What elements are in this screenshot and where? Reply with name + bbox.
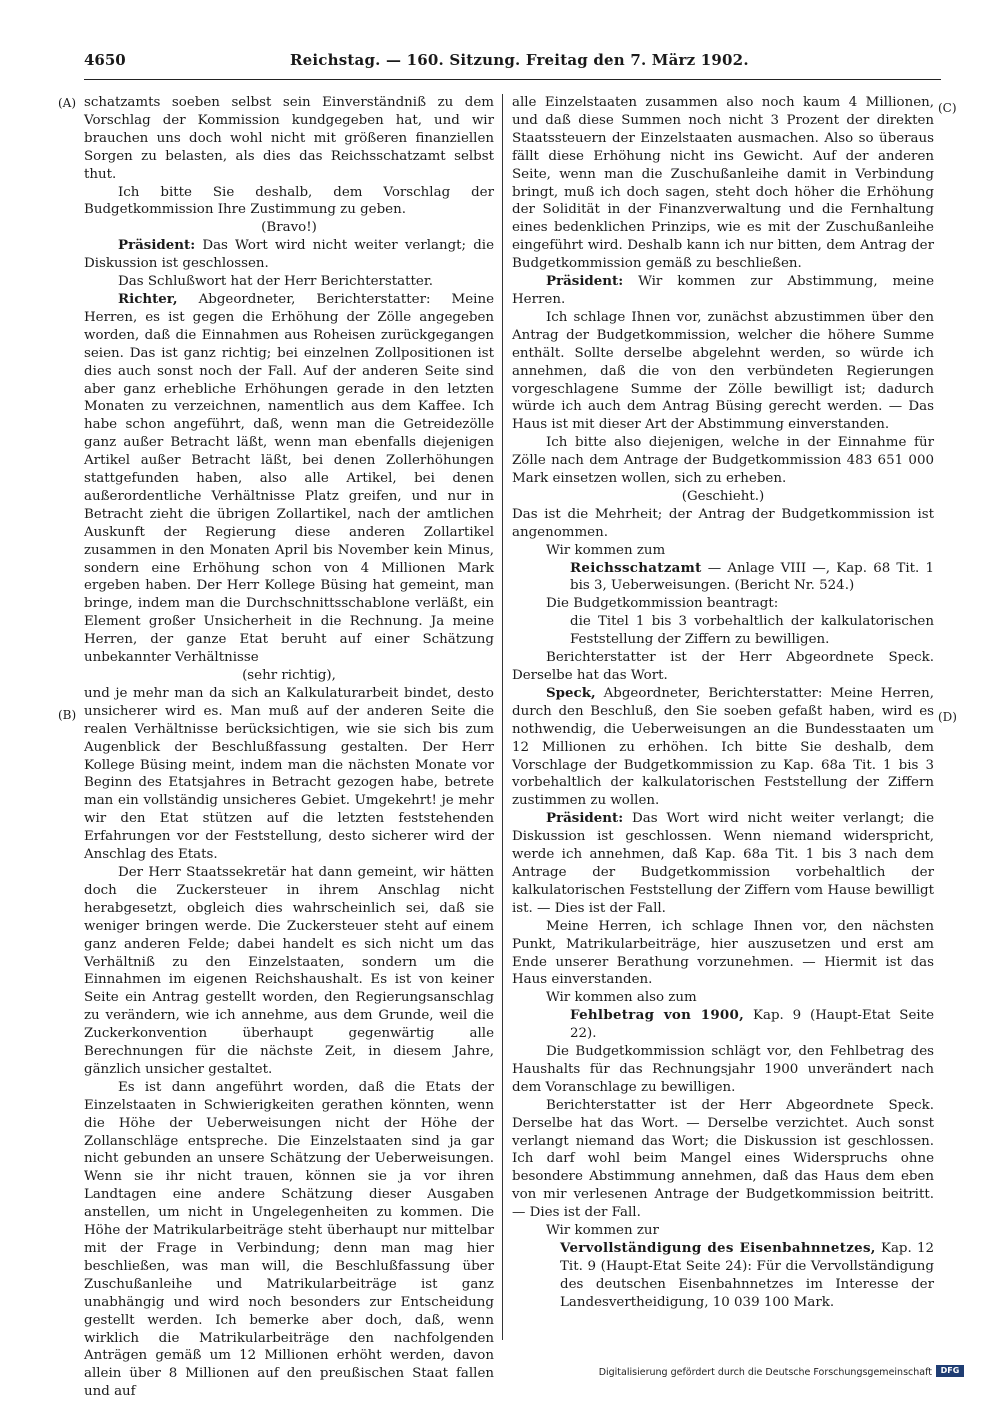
paragraph <box>512 560 934 596</box>
paragraph-text: (sehr richtig), <box>242 668 336 683</box>
paragraph-text: Meine Herren, ich schlage Ihnen vor, den nächsten Punkt, Matrikularbeiträge, hier auszusetzen und erst am Ende unserer Berathung vorzunehmen. — Hiermit ist das Haus einverstanden. <box>512 918 934 988</box>
paragraph-text: (Geschieht.) <box>681 488 765 504</box>
paragraph <box>512 918 934 990</box>
speaker-name: Richter, <box>118 290 178 307</box>
paragraph-text: Ich bitte Sie deshalb, dem Vorschlag der Budgetkommission Ihre Zustimmung zu geben. <box>84 184 494 218</box>
paragraph-text: alle Einzelstaaten zusammen also noch kaum 4 Millionen, und daß diese Summen noch nicht 3 Prozent der direkten Staatssteuern der Einzelstaaten ausmachen. Also so überaus fällt diese Erhöhung nicht ins Gewicht. Auf der anderen Seite, wenn man die Zuschußanleihe damit in Verbindung bringt, muß ich doch sagen, steht doch höher die Erhöhung der Solidität in der Finanzverwaltung und die Fernhaltung eines bedenklichen Prinzips, wie es mit der Zuschußanleihe eingeführt wird. Deshalb kann ich nur bitten, dem Antrag der Budgetkommission gemäß zu beschließen. <box>512 95 934 272</box>
paragraph <box>84 219 494 237</box>
paragraph <box>84 685 494 864</box>
paragraph-text: Das Wort wird nicht weiter verlangt; die Diskussion ist geschlossen. <box>84 238 494 272</box>
paragraph <box>512 1240 934 1312</box>
paragraph <box>512 649 934 685</box>
paragraph-text: Ich schlage Ihnen vor, zunächst abzustimmen über den Antrag der Budgetkommission, welcher die höhere Summe enthält. Sollte derselbe abgelehnt werden, so würde ich annehmen, daß die von den verbündeten Regierungen vorgeschlagene Summe der Zölle bewilligt ist; dadurch würde ich auch dem Antrag Büsing gerecht werden. — Das Haus ist mit dieser Art der Abstimmung einverstanden. <box>512 309 934 433</box>
margin-mark-d: (D) <box>938 710 957 724</box>
paragraph <box>84 1079 494 1401</box>
paragraph <box>512 989 934 1007</box>
paragraph-text: schatzamts soeben selbst sein Einverständniß zu dem Vorschlag der Kommission kundgegeben hat, und wir brauchen uns doch wohl nicht mit größeren finanziellen Sorgen zu belasten, als dies das Reichsschatzamt selbst thut. <box>84 95 494 182</box>
paragraph <box>512 434 934 488</box>
left-column <box>84 94 494 1401</box>
paragraph-text: Das ist die Mehrheit; der Antrag der Budgetkommission ist angenommen. <box>512 506 934 540</box>
speaker-name: Vervollständigung des Eisenbahnnetzes, <box>560 1240 876 1256</box>
paragraph-text: Der Herr Staatssekretär hat dann gemeint, wir hätten doch die Zuckersteuer in ihrem Anschlag nicht herabgesetzt, obgleich dies wahrscheinlich sei, daß sie weniger bringen werde. Die Zuckersteuer steht auf einem ganz anderen Felde; dabei handelt es sich nicht um das Verhältniß zu den Einzelstaaten, sondern um die Einnahmen im eigenen Reichshaushalt. Es ist von keiner Seite ein Antrag gestellt worden, den Regierungsanschlag zu verändern, wie ich annehme, aus dem Grunde, weil die Zuckerkonvention überhaupt gegenwärtig alle Berechnungen für die nächste Zeit, in diesem Jahre, gänzlich unsicher gestaltet. <box>84 864 494 1077</box>
paragraph <box>84 667 494 685</box>
paragraph <box>512 506 934 542</box>
paragraph-text: Berichterstatter ist der Herr Abgeordnete Speck. Derselbe hat das Wort. <box>512 650 934 683</box>
paragraph <box>512 595 934 613</box>
paragraph-text: Wir kommen also zum <box>546 990 697 1006</box>
paragraph <box>84 864 494 1079</box>
paragraph <box>512 273 934 309</box>
paragraph-text: Kap. 12 Tit. 9 (Haupt-Etat Seite 24): Für die Vervollständigung des deutschen Eisenbahnnetzes im Interesse der Landesvertheidigung, 10 039 100 Mark. <box>560 1241 934 1310</box>
margin-mark-c: (C) <box>938 101 957 115</box>
paragraph-text: Kap. 9 (Haupt-Etat Seite 22). <box>570 1008 934 1042</box>
paragraph <box>512 1097 934 1222</box>
paragraph-text: Die Budgetkommission beantragt: <box>546 596 779 612</box>
paragraph <box>84 291 494 667</box>
paragraph-text: Abgeordneter, Berichterstatter: Meine Herren, durch den Beschluß, den Sie soeben gefaßt haben, wird es nothwendig, die Ueberweisungen an die Bundesstaaten um 12 Millionen zu erhöhen. Ich bitte Sie deshalb, dem Vorschlage der Budgetkommission zu Kap. 68a Tit. 1 bis 3 vorbehaltlich der kalkulatorischen Feststellung der Ziffern zustimmen zu wollen. <box>512 685 934 809</box>
paragraph <box>512 542 934 560</box>
paragraph-text: und je mehr man da sich an Kalkulaturarbeit bindet, desto unsicherer wird es. Man muß auf der anderen Seite die realen Verhältnisse berücksichtigen, wie sie sich bis zum Augenblick der Beschlußfassung gestalten. Der Herr Kollege Büsing meint, indem man die nächsten Monate vor Beginn des Etatsjahres in Betracht gezogen habe, betrete man ein vollständig unsicheres Gebiet. Umgekehrt! je mehr wir den Etat stützen auf die letzten feststehenden Erfahrungen vor der Feststellung, desto sicherer wird der Anschlag des Etats. <box>84 685 494 863</box>
paragraph-text: die Titel 1 bis 3 vorbehaltlich der kalkulatorischen Feststellung der Ziffern zu bewilligen. <box>570 614 934 648</box>
header-rule <box>84 79 941 80</box>
paragraph-text: Berichterstatter ist der Herr Abgeordnete Speck. Derselbe hat das Wort. — Derselbe verzichtet. Auch sonst verlangt niemand das Wort; die Diskussion ist geschlossen. Ich darf wohl beim Mangel eines Widerspruchs ohne besondere Abstimmung annehmen, daß das Haus dem eben von mir verlesenen Antrage der Budgetkommission beitritt. — Dies ist der Fall. <box>512 1097 934 1221</box>
margin-mark-a: (A) <box>58 96 77 110</box>
paragraph <box>512 685 934 810</box>
paragraph <box>512 1007 934 1043</box>
speaker-name: Präsident: <box>546 810 624 827</box>
paragraph <box>512 1043 934 1097</box>
speaker-name: Präsident: <box>118 237 196 254</box>
paragraph <box>84 94 494 184</box>
speaker-name: Präsident: <box>546 273 624 290</box>
paragraph-text: (Bravo!) <box>261 220 317 236</box>
paragraph-text: — Anlage VIII —, Kap. 68 Tit. 1 bis 3, Ueberweisungen. (Bericht Nr. 524.) <box>570 560 934 594</box>
running-head: Reichstag. — 160. Sitzung. Freitag den 7. März 1902. <box>290 51 749 69</box>
paragraph <box>84 273 494 291</box>
paragraph-text: Wir kommen zur Abstimmung, meine Herren. <box>512 274 934 307</box>
paragraph-text: Ich bitte also diejenigen, welche in der Einnahme für Zölle nach dem Antrage der Budgetkommission 483 651 000 Mark einsetzen wollen, sich zu erheben. <box>512 435 934 487</box>
dfg-logo: DFG <box>936 1365 964 1377</box>
paragraph <box>512 810 934 917</box>
speaker-name: Speck, <box>546 684 596 701</box>
page-number: 4650 <box>84 51 126 69</box>
margin-mark-b: (B) <box>58 708 77 722</box>
footer-text: Digitalisierung gefördert durch die Deutsche Forschungsgemeinschaft <box>598 1367 932 1378</box>
paragraph <box>512 613 934 649</box>
column-rule <box>502 94 503 1340</box>
paragraph-text: Abgeordneter, Berichterstatter: Meine Herren, es ist gegen die Erhöhung der Zölle angegeben worden, daß die Einnahmen aus Roheisen zurückgegangen seien. Das ist ganz richtig; bei einzelnen Zollpositionen ist dies auch sonst noch der Fall. Auf der anderen Seite sind aber ganz erhebliche Erhöhungen gerade in den letzten Monaten zu verzeichnen, namentlich aus dem Kaffee. Ich habe schon angeführt, daß, wenn man die Getreidezölle ganz außer Betracht läßt, wenn man ebenfalls diejenigen Artikel außer Betracht läßt, bei denen Zollerhöhungen stattgefunden haben, also alle Artikel, bei denen außerordentliche Verhältnisse Platz greifen, und nur in Betracht zieht die übrigen Zollartikel, nach der amtlichen Auskunft der Regierung diese anderen Zollartikel zusammen in den Monaten April bis November kein Minus, sondern eine Erhöhung schon von 4 Millionen Mark ergeben haben. Der Herr Kollege Büsing hat gemeint, man bringe, indem man die Durchschnittsschablone verläßt, ein Element großer Unsicherheit in die Rechnung. Ja meine Herren, der ganze Etat beruht auf einer Schätzung unbekannter Verhältnisse <box>84 291 494 666</box>
paragraph-text: Die Budgetkommission schlägt vor, den Fehlbetrag des Haushalts für das Rechnungsjahr 1900 unverändert nach dem Voranschlage zu bewilligen. <box>512 1044 934 1095</box>
paragraph <box>84 184 494 220</box>
paragraph-text: Das Wort wird nicht weiter verlangt; die Diskussion ist geschlossen. Wenn niemand widerspricht, werde ich annehmen, daß Kap. 68a Tit. 1 bis 3 nach dem Antrage der Budgetkommission vorbehaltlich der kalkulatorischen Feststellung der Ziffern vom Hause bewilligt ist. — Dies ist der Fall. <box>512 811 934 916</box>
speaker-name: Reichsschatzamt <box>570 559 702 576</box>
paragraph <box>512 94 934 273</box>
paragraph-text: Es ist dann angeführt worden, daß die Etats der Einzelstaaten in Schwierigkeiten gerathen könnten, wenn die Höhe der Ueberweisungen nicht der Höhe der Zollanschläge entspreche. Die Einzelstaaten sind ja gar nicht gebunden an unsere Schätzung der Ueberweisungen. Wenn sie ihr nicht trauen, können sie ja vor ihren Landtagen eine andere Schätzung dieser Ausgaben anstellen, um nicht in Ungelegenheiten zu kommen. Die Höhe der Matrikularbeiträge steht überhaupt nur mittelbar mit der Frage in Verbindung; denn man mag hier beschließen, was man will, die Beschlußfassung über Zuschußanleihe und Matrikularbeiträge ist ganz unabhängig und wird noch besonders zur Entscheidung gestellt werden. Ich bemerke aber doch, daß, wenn wirklich die Matrikularbeiträge den nachfolgenden Anträgen gemäß um 12 Millionen erhöht werden, davon allein über 8 Millionen auf den preußischen Staat fallen und auf <box>84 1079 494 1400</box>
speaker-name: Fehlbetrag von 1900, <box>570 1007 745 1024</box>
paragraph-text: Wir kommen zur <box>546 1223 659 1239</box>
paragraph-text: Das Schlußwort hat der Herr Berichterstatter. <box>118 274 434 290</box>
paragraph <box>512 309 934 434</box>
paragraph <box>512 488 934 506</box>
right-column <box>512 94 934 1312</box>
paragraph-text: Wir kommen zum <box>546 542 666 558</box>
paragraph <box>84 237 494 273</box>
paragraph <box>512 1222 934 1240</box>
